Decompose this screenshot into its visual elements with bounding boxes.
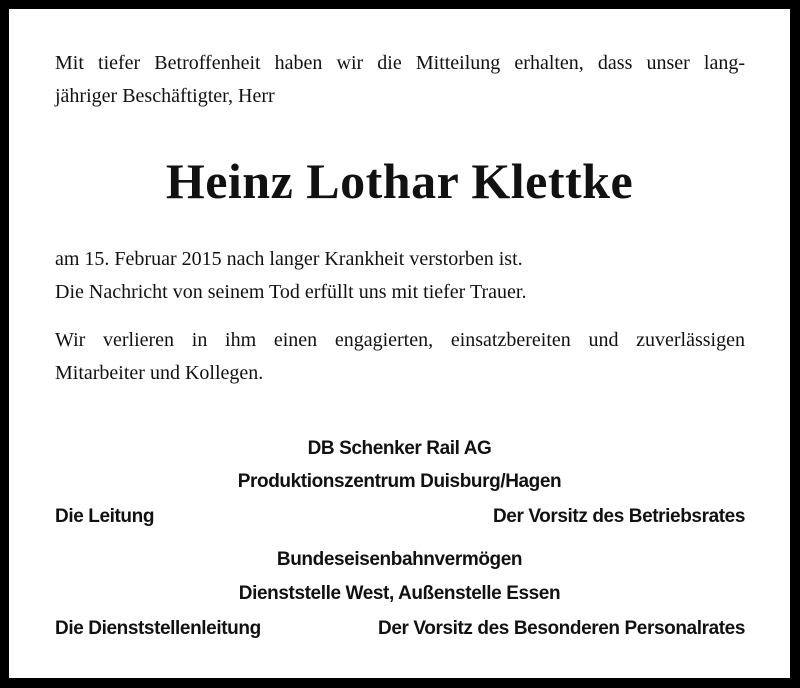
org2-right-signatory: Der Vorsitz des Besonderen Personalrates	[378, 618, 745, 639]
deceased-name: Heinz Lothar Klettke	[165, 153, 634, 209]
death-line-1: am 15. Februar 2015 nach langer Krankheit verstorben ist.	[55, 248, 523, 270]
intro-line-2: jähriger Beschäftigter, Herr	[55, 85, 275, 107]
org2-unit: Dienststelle West, Außenstelle Essen	[238, 583, 561, 604]
intro-line-1: Mit tiefer Betroffenheit haben wir die Mitteilung erhalten, dass unser lang-	[55, 52, 745, 74]
tribute-line-2: Mitarbeiter und Kollegen.	[55, 362, 264, 384]
org1-left-signatory: Die Leitung	[55, 506, 155, 527]
tribute-line-1: Wir verlieren in ihm einen engagierten, einsatzbereiten und zuverlässigen	[55, 329, 745, 351]
death-line-2: Die Nachricht von seinem Tod erfüllt uns mit tiefer Trauer.	[55, 281, 527, 303]
org1-name: DB Schenker Rail AG	[307, 438, 492, 459]
org1-right-signatory: Der Vorsitz des Betriebsrates	[492, 506, 745, 527]
org1-unit: Produktionszentrum Duisburg/Hagen	[237, 471, 562, 492]
obituary-notice	[9, 9, 790, 678]
org2-name: Bundeseisenbahnvermögen	[276, 549, 523, 570]
org2-left-signatory: Die Dienststellenleitung	[55, 618, 261, 639]
